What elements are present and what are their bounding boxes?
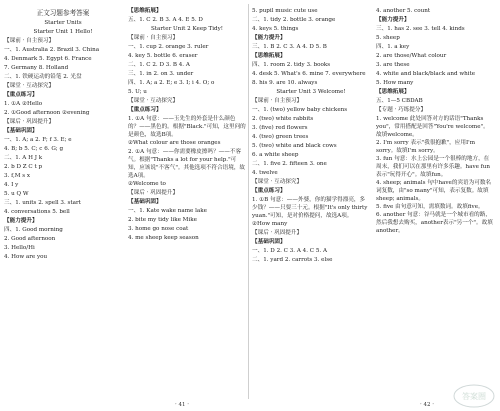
answer-line: 4. white and black/black and white xyxy=(376,71,476,77)
answer-line: 一、1. Kate wake name lake xyxy=(128,208,207,214)
answer-line: 【课前 · 自主预习】 xyxy=(4,38,55,44)
answer-line: 7. Germany 8. Holland xyxy=(4,65,69,71)
answer-line: 【课后 · 巩固提升】 xyxy=(128,190,179,196)
left-page-column-1 xyxy=(4,7,122,262)
answer-line: 【课前 · 自主预习】 xyxy=(128,35,179,41)
answer-line: 4. Denmark 5. Egypt 6. France xyxy=(4,56,92,62)
answer-line: 2. I'm sorry 表示"我很抱歉"，应用I'm sorry。故填I'm sorry。 xyxy=(376,140,476,154)
answer-line: 2. bite my tidy like Mike xyxy=(128,217,197,223)
answer-line: 【能力提升】 xyxy=(252,35,286,41)
answer-line: 4. B; b 5. C; c 6. G; g xyxy=(4,146,64,152)
answer-line: 1. ①B 句意：——外婆，你的猫学得漂亮，多少钱？——只要三十元。根据"It's only thirty yuan."可知，是对价格提问，故选A项。 xyxy=(252,197,368,219)
answer-line: 5. (two) white and black cows xyxy=(252,143,337,149)
answer-line: 二、1. C 2. D 3. B 4. A xyxy=(128,62,190,68)
answer-line: 4. (two) green trees xyxy=(252,134,309,140)
answer-line: 5. How many xyxy=(376,80,414,86)
answer-line: 2. are those/What colour xyxy=(376,53,447,59)
answer-line: 二、1. five 2. fifteen 3. one xyxy=(252,161,327,167)
answer-line: 5. u Q W xyxy=(4,191,29,197)
answer-line: 【思维拓展】 xyxy=(252,53,286,59)
answer-line: 3. Hello/Hi xyxy=(4,245,35,251)
answer-line: 四、1. Good morning xyxy=(4,227,63,233)
answer-line: Starter Unit 1 Hello! xyxy=(33,29,93,35)
answer-line: 【重点练习】 xyxy=(128,107,162,113)
answer-line: 5. U; u xyxy=(128,89,147,95)
answer-line: 【课前 · 自主预习】 xyxy=(252,98,303,104)
answer-line: 四、1. a key xyxy=(376,44,410,50)
answer-line: 【课后 · 巩固提升】 xyxy=(4,119,55,125)
answer-line: 三、1. units 2. spell 3. start xyxy=(4,200,81,206)
answer-line: Starter Unit 3 Welcome! xyxy=(276,89,346,95)
watermark-logo-icon xyxy=(452,383,496,409)
answer-line: 4. key 5. bottle 6. eraser xyxy=(128,53,198,59)
answer-line: 4. desk 5. What's 6. mine 7. everywhere xyxy=(252,71,366,77)
answer-line: 二、1. yard 2. carrots 3. else xyxy=(252,257,333,263)
answer-line: 【课堂 · 互动探究】 xyxy=(128,98,179,104)
answer-line: 三、1. in 2. on 3. under xyxy=(128,71,194,77)
answer-line: ②Welcome to xyxy=(128,181,166,187)
answer-line: 【基础巩固】 xyxy=(252,239,286,245)
answer-line: 【基础巩固】 xyxy=(128,199,162,205)
answer-line: 一、1. D 2. C 3. A 4. C 5. A xyxy=(252,248,327,254)
answer-line: 4. keys 5. things xyxy=(252,26,299,32)
answer-line: 正文习题参考答案 xyxy=(36,9,90,17)
answer-line: Starter Units xyxy=(44,20,82,26)
right-page-number: · 42 · xyxy=(420,401,434,408)
answer-line: 2. ①A 句意：——你需要橡皮擦吗？——不客气。根据"Thanks a lot for your help."可知，应该说"不客气"。其他选项不符合语境，故选A项。 xyxy=(128,149,246,179)
answer-line: 4. I y xyxy=(4,182,19,188)
answer-line: 6. a white sheep xyxy=(252,152,299,158)
left-page-number: · 41 · xyxy=(175,401,189,408)
answer-line: 【课堂 · 互动探究】 xyxy=(4,83,55,89)
answer-line: 四、1. room 2. tidy 3. books xyxy=(252,62,331,68)
answer-line: 【思维拓展】 xyxy=(376,89,410,95)
answer-line: 1. ①A 句意：——玉先生的外套是什么颜色的？——黑色的。根据"Black."可知，这里问的是颜色，故选B项。 xyxy=(128,116,246,138)
answer-line: 二、1. 铁硬运动的铅笔 2. 光盘 xyxy=(4,74,82,80)
answer-line: ②How many xyxy=(252,221,288,227)
answer-line: 二、1. tidy 2. bottle 3. orange xyxy=(252,17,336,23)
right-page-column-1 xyxy=(252,7,370,265)
answer-line: 五、1. C 2. B 3. A 4. E 5. D xyxy=(128,17,203,23)
answer-line: 2. b D Z C t p xyxy=(4,164,43,170)
answer-line: 4. How are you xyxy=(4,254,48,260)
answer-line: 三、1. B 2. C 3. A 4. D 5. B xyxy=(252,44,327,50)
left-page-column-2 xyxy=(128,7,246,243)
answer-line: 2. ①Good afternoon ②evening xyxy=(4,110,90,116)
answer-line: 【思维拓展】 xyxy=(128,8,162,14)
answer-line: 4. twelve xyxy=(252,170,278,176)
answer-line: 2. Good afternoon xyxy=(4,236,56,242)
answer-line: 3. (five) red flowers xyxy=(252,125,308,131)
answer-line: 一、1. (two) yellow baby chickens xyxy=(252,107,348,113)
answer-line: 1. welcome 此处回答对方的话语"Thanks you"，常用搭配是回答"You're welcome"。故填welcome。 xyxy=(376,116,489,138)
answer-line: 一、1. A; a 2. F; f 3. E; e xyxy=(4,137,72,143)
answer-line: 三、1. has 2. see 3. tell 4. kinds xyxy=(376,26,465,32)
answer-line: 1. ①A ②Hello xyxy=(4,101,43,107)
answer-line: 5. sheep xyxy=(376,35,400,41)
answer-line: 【基础巩固】 xyxy=(4,128,38,134)
answer-line: 4. another 5. count xyxy=(376,8,431,14)
answer-line: 四、1. A; a 2. E; e 3. I; i 4. O; o xyxy=(128,80,215,86)
answer-line: 一、1. Australia 2. Brazil 3. China xyxy=(4,47,100,53)
answer-line: 4. sheep; animals 句中have的宾语为可数名词复数，由"so many"可知，表示复数。故填sheep; animals。 xyxy=(376,180,492,202)
answer-line: 3. f,M s x xyxy=(4,173,31,179)
answer-line: Starter Unit 2 Keep Tidy! xyxy=(150,26,224,32)
answer-line: 【重点练习】 xyxy=(4,92,38,98)
answer-line: 3. are these xyxy=(376,62,410,68)
answer-line: 五、1—5 CBDAB xyxy=(376,98,423,104)
answer-line: 4. conversations 5. bell xyxy=(4,209,70,215)
answer-line: 【课后 · 巩固提升】 xyxy=(252,230,303,236)
right-page-column-2 xyxy=(376,7,494,235)
answer-line: ②What colour are those oranges xyxy=(128,140,221,146)
answer-line: 3. fun 句意：水上公园是一个很棒的地方，在周末，我们可以在那里有许多乐趣。have fun表示"玩得开心"。故填fun。 xyxy=(376,156,490,178)
answer-line: 3. home go nose coat xyxy=(128,226,189,232)
watermark-text: 答案圈 xyxy=(462,392,486,401)
answer-line: 【重点练习】 xyxy=(252,188,286,194)
answer-line: 8. his 9. are 10. always xyxy=(252,80,318,86)
answer-line: 2. (two) white rabbits xyxy=(252,116,314,122)
answer-line: 一、1. cup 2. orange 3. ruler xyxy=(128,44,209,50)
answer-line: 5. pupil music cute use xyxy=(252,8,318,14)
answer-line: 6. another 句意：谷马就是一个城市看的路，然后我想去购买，another表示"另一个"。故填another。 xyxy=(376,212,493,234)
answer-line: 【专题 · 巧练提分】 xyxy=(376,107,427,113)
answer-line: 二、1. A H J k xyxy=(4,155,43,161)
answer-line: 【能力提升】 xyxy=(4,218,38,224)
answer-line: 【课堂 · 互动探究】 xyxy=(252,179,303,185)
answer-line: 5. five 由句意可知，需填数词。故填five。 xyxy=(376,204,484,210)
answer-line: 4. me sheep keep season xyxy=(128,235,199,241)
page-gutter xyxy=(248,4,249,399)
answer-line: 【能力提升】 xyxy=(376,17,410,23)
